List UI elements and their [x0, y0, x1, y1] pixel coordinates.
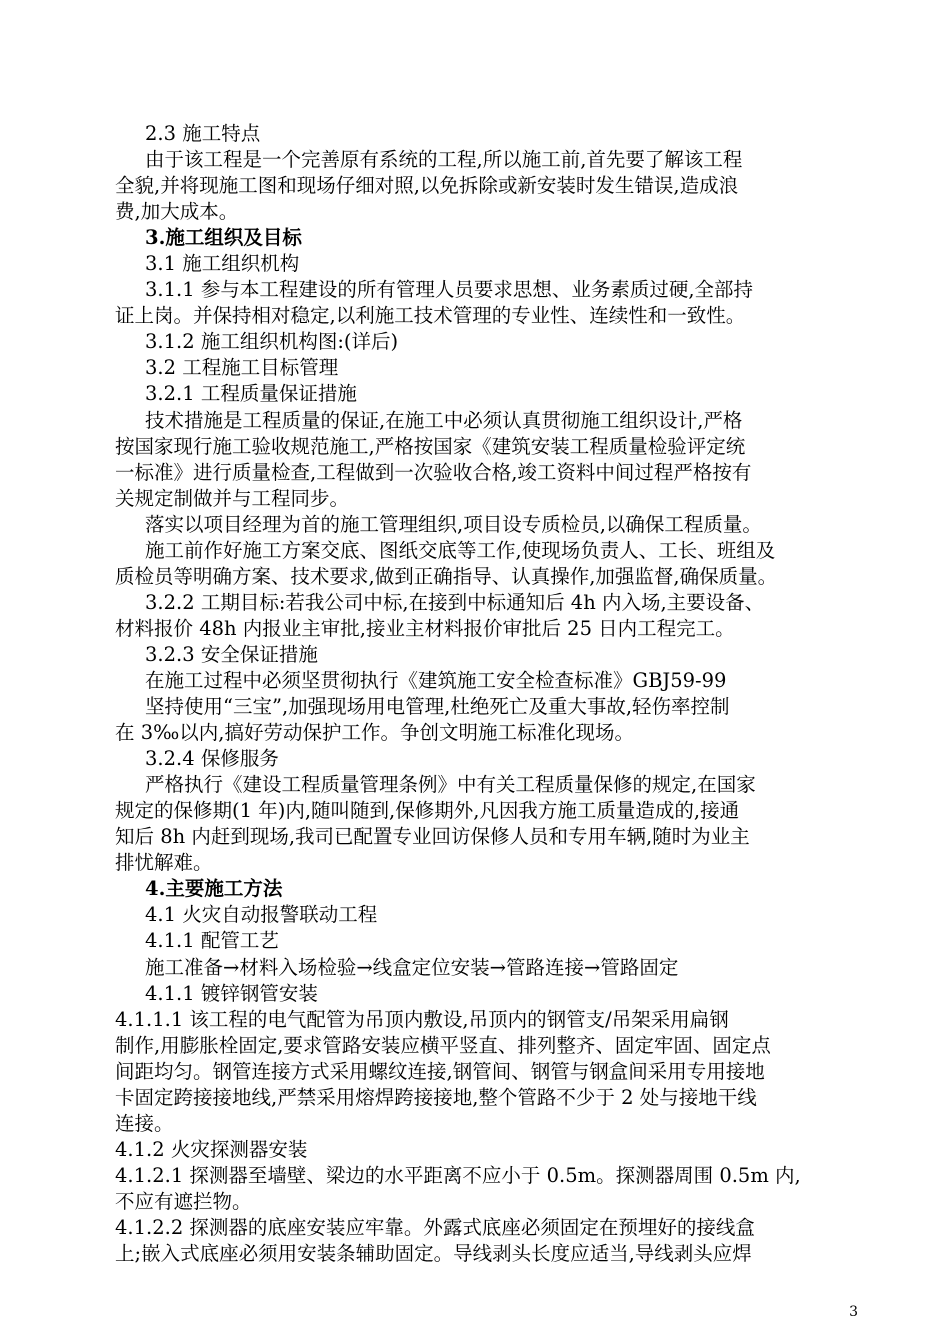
text-line: 4.1.2 火灾探测器安装 — [115, 1137, 308, 1161]
text-line: 4.1.2.2 探测器的底座安装应牢靠。外露式底座必须固定在预埋好的接线盒 — [115, 1215, 755, 1239]
text-line: 3.1 施工组织机构 — [145, 252, 300, 276]
text-line: 3.2.2 工期目标:若我公司中标,在接到中标通知后 4h 内入场,主要设备、 — [145, 590, 765, 614]
text-line: 不应有遮拦物。 — [115, 1189, 252, 1213]
text-line: 4.1.1 配管工艺 — [145, 929, 279, 953]
page-number: 3 — [849, 1304, 858, 1320]
text-line: 2.3 施工特点 — [145, 122, 261, 145]
text-line: 排忧解难。 — [115, 851, 213, 875]
text-line: 4.1.2.1 探测器至墙壁、梁边的水平距离不应小于 0.5m。探测器周围 0.5m 内, — [115, 1163, 801, 1187]
text-line: 连接。 — [115, 1111, 174, 1135]
text-line: 坚持使用“三宝”,加强现场用电管理,杜绝死亡及重大事故,轻伤率控制 — [145, 695, 730, 719]
text-line: 全貌,并将现施工图和现场仔细对照,以免拆除或新安装时发生错误,造成浪 — [115, 174, 739, 198]
text-line: 由于该工程是一个完善原有系统的工程,所以施工前,首先要了解该工程 — [145, 148, 743, 172]
text-line: 4.1.1.1 该工程的电气配管为吊顶内敷设,吊顶内的钢管支/吊架采用扁钢 — [115, 1007, 729, 1031]
text-line: 一标准》进行质量检查,工程做到一次验收合格,竣工资料中间过程严格按有 — [115, 460, 752, 484]
text-line: 在 3‰以内,搞好劳动保护工作。争创文明施工标准化现场。 — [115, 721, 634, 745]
text-line: 费,加大成本。 — [115, 200, 239, 224]
text-line: 落实以项目经理为首的施工管理组织,项目设专质检员,以确保工程质量。 — [145, 512, 762, 536]
text-line: 间距均匀。钢管连接方式采用螺纹连接,钢管间、钢管与钢盒间采用专用接地 — [115, 1059, 765, 1083]
text-line: 3.2.4 保修服务 — [145, 747, 279, 771]
document-body — [115, 121, 850, 1267]
text-line: 在施工过程中必须坚贯彻执行《建筑施工安全检查标准》GBJ59-99 — [145, 668, 727, 692]
text-line: 3.1.2 施工组织机构图:(详后) — [145, 330, 399, 354]
text-line: 上;嵌入式底座必须用安装条辅助固定。导线剥头长度应适当,导线剥头应焊 — [115, 1242, 752, 1266]
text-line: 材料报价 48h 内报业主审批,接业主材料报价审批后 25 日内工程完工。 — [115, 616, 735, 640]
text-line: 知后 8h 内赶到现场,我司已配置专业回访保修人员和专用车辆,随时为业主 — [115, 825, 750, 849]
text-line: 按国家现行施工验收规范施工,严格按国家《建筑安装工程质量检验评定统 — [115, 434, 746, 458]
text-line: 证上岗。并保持相对稳定,以利施工技术管理的专业性、连续性和一致性。 — [115, 304, 746, 328]
text-line: 制作,用膨胀栓固定,要求管路安装应横平竖直、排列整齐、固定牢固、固定点 — [115, 1033, 771, 1057]
section-heading: 4.主要施工方法 — [145, 877, 283, 901]
text-line: 施工准备→材料入场检验→线盒定位安装→管路连接→管路固定 — [145, 955, 679, 979]
text-line: 质检员等明确方案、技术要求,做到正确指导、认真操作,加强监督,确保质量。 — [115, 564, 778, 588]
text-line: 卡固定跨接接地线,严禁采用熔焊跨接接地,整个管路不少于 2 处与接地干线 — [115, 1085, 757, 1109]
text-line: 严格执行《建设工程质量管理条例》中有关工程质量保修的规定,在国家 — [145, 773, 756, 797]
section-heading: 3.施工组织及目标 — [145, 226, 302, 250]
text-line: 3.2.1 工程质量保证措施 — [145, 382, 357, 406]
text-line: 施工前作好施工方案交底、图纸交底等工作,使现场负责人、工长、班组及 — [145, 538, 776, 562]
text-line: 3.2 工程施工目标管理 — [145, 356, 339, 380]
text-line: 4.1 火灾自动报警联动工程 — [145, 903, 378, 927]
text-line: 3.1.1 参与本工程建设的所有管理人员要求思想、业务素质过硬,全部持 — [145, 278, 754, 302]
text-line: 关规定制做并与工程同步。 — [115, 486, 350, 510]
text-line: 技术措施是工程质量的保证,在施工中必须认真贯彻施工组织设计,严格 — [145, 408, 743, 432]
text-line: 3.2.3 安全保证措施 — [145, 642, 318, 666]
text-line: 4.1.1 镀锌钢管安装 — [145, 981, 318, 1005]
text-line: 规定的保修期(1 年)内,随叫随到,保修期外,凡因我方施工质量造成的,接通 — [115, 799, 740, 823]
